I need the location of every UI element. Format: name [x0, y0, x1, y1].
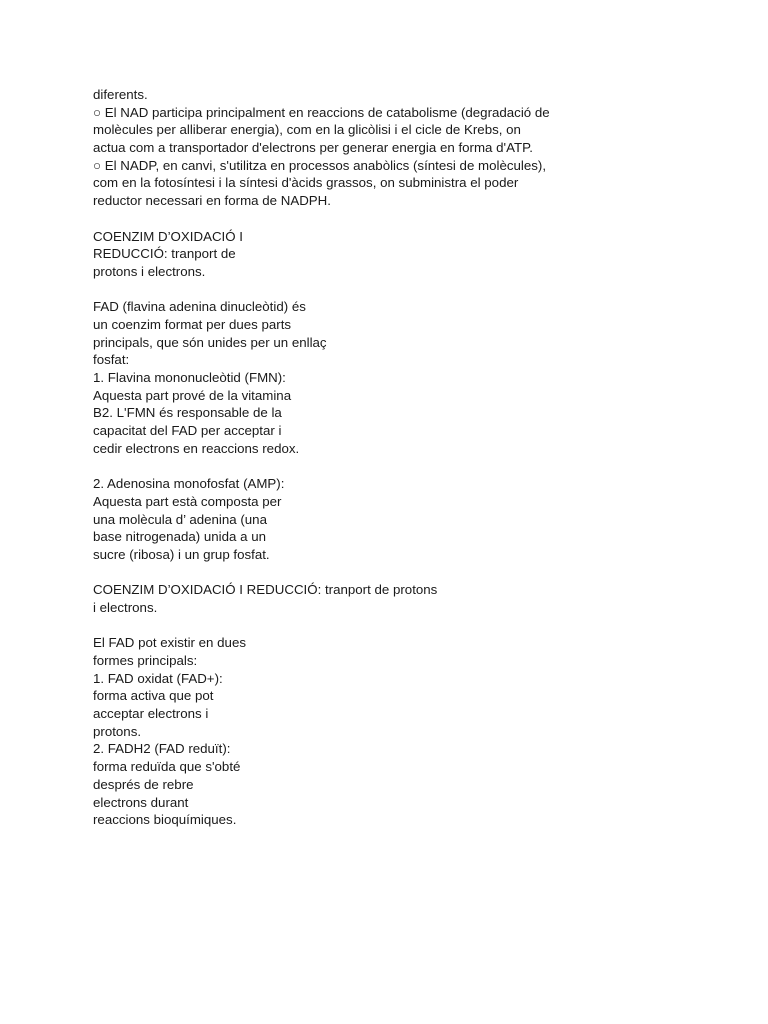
text-line: 1. Flavina mononucleòtid (FMN): — [93, 370, 286, 385]
text-line: molècules per alliberar energia), com en la glicòlisi i el cicle de Krebs, on — [93, 122, 521, 138]
text-line — [93, 457, 693, 475]
text-line: principals, que són unides per un enllaç — [93, 334, 327, 350]
text-line: El FAD pot existir en dues — [93, 635, 246, 651]
text-line — [93, 281, 693, 299]
text-line: 2. Adenosina monofosfat (AMP): — [93, 476, 285, 492]
text-line: i electrons. — [93, 599, 158, 615]
text-line: actua com a transportador d'electrons per generar energia en forma d'ATP. — [93, 140, 533, 156]
text-line — [93, 210, 693, 228]
text-line: B2. L'FMN és responsable de la — [93, 405, 282, 421]
text-line: 1. FAD oxidat (FAD+): — [93, 670, 223, 686]
text-line — [93, 564, 693, 582]
text-line: després de rebre — [93, 776, 194, 792]
text-line: 2. FADH2 (FAD reduït): — [93, 741, 231, 757]
text-line — [93, 617, 693, 635]
text-line: reductor necessari en forma de NADPH. — [93, 193, 331, 209]
text-line: capacitat del FAD per acceptar i — [93, 423, 282, 439]
text-line: forma activa que pot — [93, 688, 214, 704]
text-line: REDUCCIÓ: tranport de — [93, 246, 236, 262]
text-line: una molècula d’ adenina (una — [93, 511, 267, 527]
text-line: protons i electrons. — [93, 263, 206, 279]
text-line: com en la fotosíntesi i la síntesi d'àcids grassos, on subministra el poder — [93, 175, 519, 191]
text-line: Aquesta part està composta per — [93, 493, 282, 509]
text-line: forma reduïda que s'obté — [93, 759, 241, 775]
text-line: cedir electrons en reaccions redox. — [93, 440, 300, 456]
text-line: un coenzim format per dues parts — [93, 316, 292, 332]
text-line: COENZIM D’OXIDACIÓ I — [93, 228, 243, 244]
text-line: ○ El NAD participa principalment en reaccions de catabolisme (degradació de — [93, 104, 550, 120]
text-line: formes principals: — [93, 653, 198, 668]
document-text-body — [93, 86, 693, 829]
text-line: base nitrogenada) unida a un — [93, 529, 266, 545]
text-line: acceptar electrons i — [93, 706, 209, 722]
text-line: FAD (flavina adenina dinucleòtid) és — [93, 299, 306, 315]
text-line: reaccions bioquímiques. — [93, 812, 237, 828]
text-line: Aquesta part prové de la vitamina — [93, 387, 292, 403]
text-line: diferents. — [93, 87, 148, 102]
text-line: electrons durant — [93, 794, 189, 810]
text-line: COENZIM D’OXIDACIÓ I REDUCCIÓ: tranport de protons — [93, 582, 438, 598]
text-line: fosfat: — [93, 352, 130, 368]
text-line: protons. — [93, 723, 142, 739]
text-line: ○ El NADP, en canvi, s'utilitza en processos anabòlics (síntesi de molècules), — [93, 157, 547, 173]
text-line: sucre (ribosa) i un grup fosfat. — [93, 546, 270, 562]
